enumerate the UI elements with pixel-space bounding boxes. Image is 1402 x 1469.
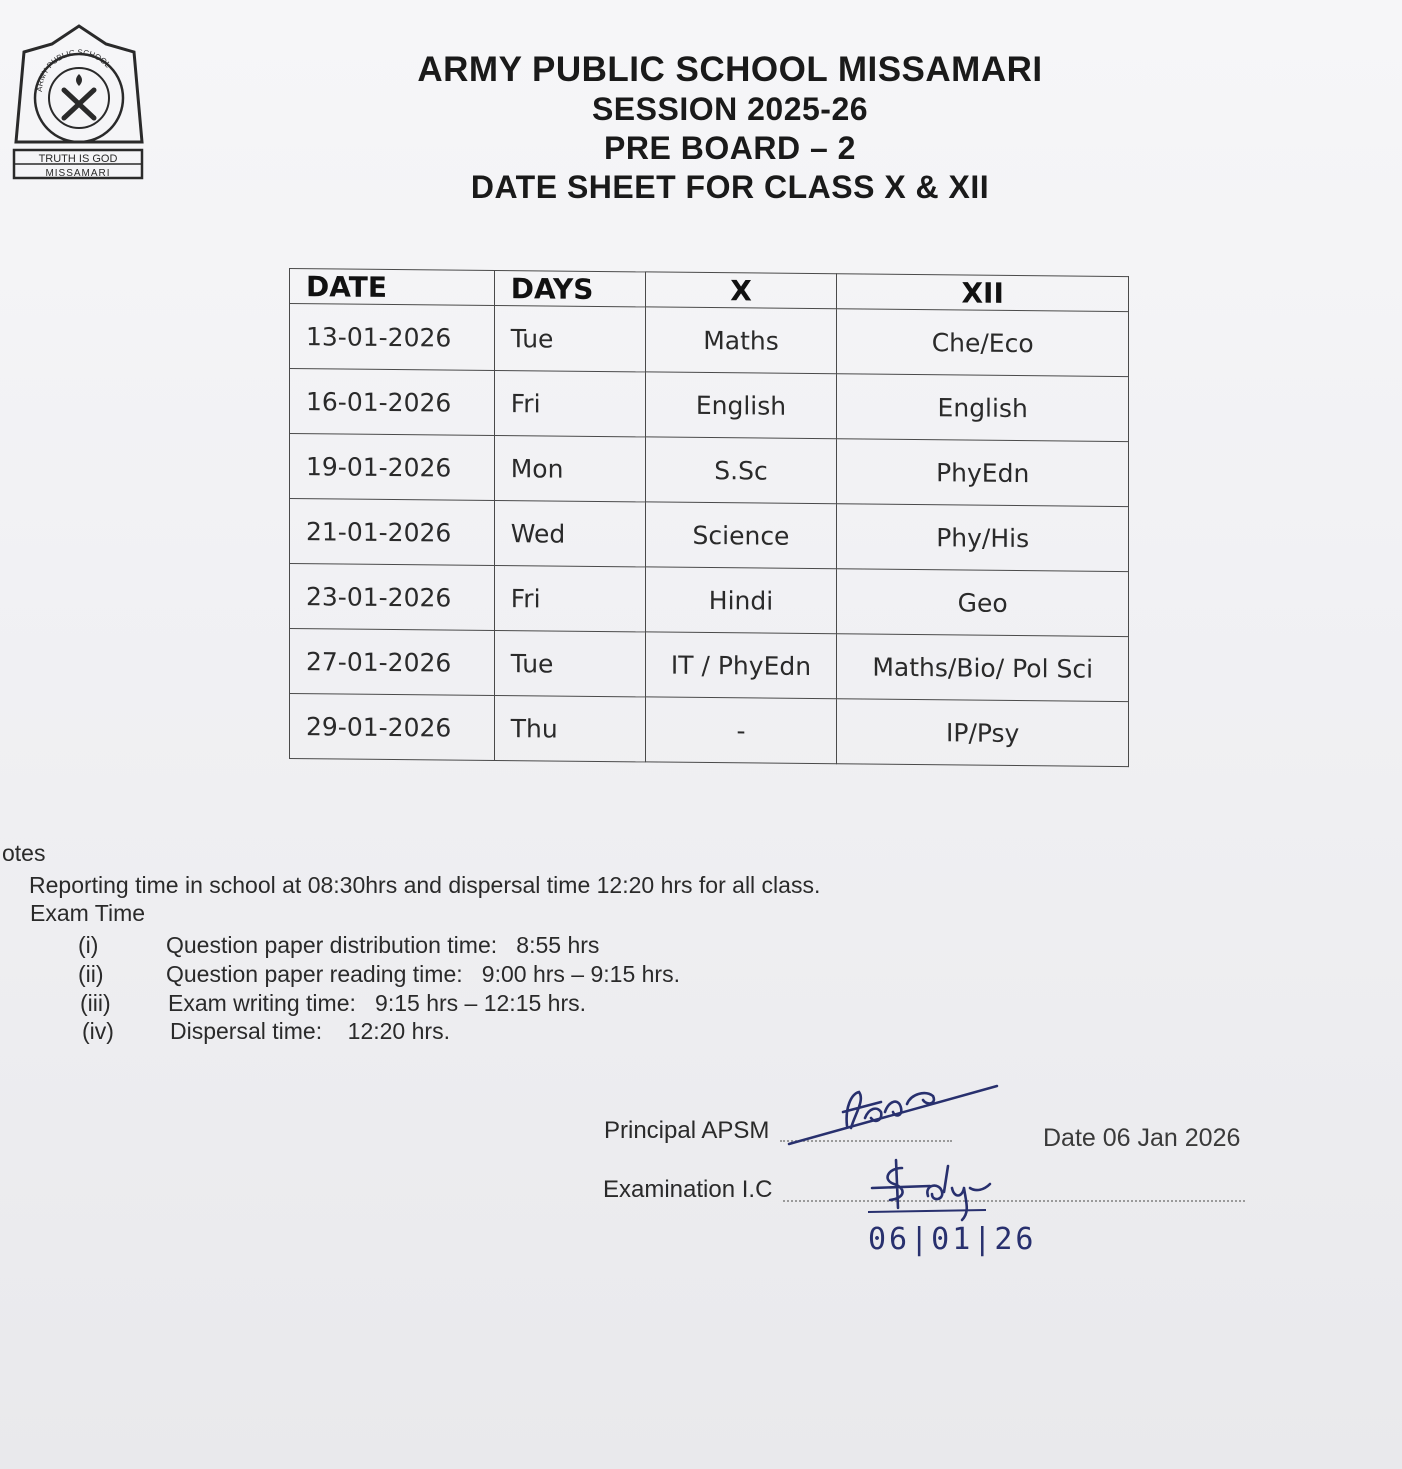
cell-day: Fri bbox=[494, 370, 645, 436]
item-number: (ii) bbox=[78, 961, 104, 987]
table-row bbox=[290, 499, 1129, 572]
cell-date: 27-01-2026 bbox=[290, 629, 495, 696]
cell-date: 13-01-2026 bbox=[290, 304, 495, 371]
item-label: Exam writing time: bbox=[168, 990, 356, 1016]
logo-place: MISSAMARI bbox=[45, 168, 111, 179]
reporting-note: Reporting time in school at 08:30hrs and dispersal time 12:20 hrs for all class. bbox=[29, 872, 821, 898]
exam-time-item bbox=[82, 1018, 450, 1045]
exam-time-item bbox=[80, 990, 586, 1017]
cell-class-xii: PhyEdn bbox=[837, 439, 1129, 507]
school-logo bbox=[12, 22, 146, 180]
cell-class-x: Maths bbox=[645, 307, 837, 374]
item-value: 8:55 hrs bbox=[516, 932, 600, 958]
cell-class-xii: Phy/His bbox=[837, 504, 1129, 572]
handwritten-date: 06|01|26 bbox=[868, 1222, 1037, 1257]
cell-class-x: S.Sc bbox=[645, 437, 837, 504]
notes-title: otes bbox=[2, 840, 46, 866]
item-value: 9:15 hrs – 12:15 hrs. bbox=[375, 990, 587, 1016]
cell-day: Fri bbox=[494, 565, 645, 631]
cell-class-x: Hindi bbox=[645, 567, 837, 634]
table-row bbox=[290, 564, 1129, 637]
item-value: 12:20 hrs. bbox=[347, 1018, 450, 1044]
document-header bbox=[330, 50, 1130, 207]
svg-text:ARMY PUBLIC SCHOOL bbox=[35, 48, 113, 92]
table-row bbox=[290, 304, 1129, 377]
logo-motto: TRUTH IS GOD bbox=[38, 153, 118, 165]
exam-time-item bbox=[78, 932, 599, 959]
item-number: (i) bbox=[78, 932, 99, 958]
cell-day: Tue bbox=[494, 305, 645, 371]
cell-date: 19-01-2026 bbox=[290, 434, 495, 501]
cell-class-x: English bbox=[645, 372, 837, 439]
col-header-days: DAYS bbox=[494, 270, 645, 306]
cell-day: Wed bbox=[494, 500, 645, 566]
cell-date: 16-01-2026 bbox=[290, 369, 495, 436]
exam-ic-signature bbox=[866, 1158, 1026, 1228]
item-number: (iii) bbox=[80, 990, 111, 1016]
principal-label: Principal APSM bbox=[604, 1117, 770, 1144]
cell-class-x: IT / PhyEdn bbox=[645, 632, 837, 699]
cell-date: 29-01-2026 bbox=[290, 694, 495, 761]
cell-class-xii: English bbox=[837, 374, 1129, 442]
item-number: (iv) bbox=[82, 1018, 114, 1044]
issue-date: Date 06 Jan 2026 bbox=[1043, 1124, 1241, 1152]
table-row bbox=[290, 694, 1129, 767]
exam-time-heading: Exam Time bbox=[30, 900, 146, 926]
school-name: ARMY PUBLIC SCHOOL MISSAMARI bbox=[417, 50, 1043, 89]
date-sheet-table bbox=[289, 268, 1129, 767]
cell-class-x: - bbox=[645, 697, 837, 764]
cell-day: Mon bbox=[494, 435, 645, 501]
item-label: Question paper reading time: bbox=[166, 961, 463, 987]
cell-class-xii: Che/Eco bbox=[837, 309, 1129, 377]
exam-ic-label: Examination I.C bbox=[603, 1176, 773, 1203]
cell-class-xii: IP/Psy bbox=[837, 699, 1129, 767]
cell-day: Tue bbox=[494, 630, 645, 696]
table-row bbox=[290, 369, 1129, 442]
exam-time-item bbox=[78, 961, 680, 988]
item-value: 9:00 hrs – 9:15 hrs. bbox=[481, 961, 680, 987]
session-line: SESSION 2025-26 bbox=[591, 91, 869, 127]
cell-class-x: Science bbox=[645, 502, 837, 569]
exam-name: PRE BOARD – 2 bbox=[604, 130, 856, 166]
table-row bbox=[290, 434, 1129, 507]
item-label: Question paper distribution time: bbox=[166, 932, 498, 958]
cell-day: Thu bbox=[494, 695, 645, 761]
date-sheet-title: DATE SHEET FOR CLASS X & XII bbox=[470, 169, 990, 205]
cell-class-xii: Maths/Bio/ Pol Sci bbox=[837, 634, 1129, 702]
cell-date: 23-01-2026 bbox=[290, 564, 495, 631]
col-header-xii: XII bbox=[837, 274, 1129, 312]
cell-class-xii: Geo bbox=[837, 569, 1129, 637]
table-row bbox=[290, 629, 1129, 702]
logo-ring-text: ARMY PUBLIC SCHOOL bbox=[34, 47, 113, 93]
item-label: Dispersal time: bbox=[170, 1018, 323, 1044]
cell-date: 21-01-2026 bbox=[290, 499, 495, 566]
col-header-x: X bbox=[645, 272, 837, 309]
principal-signature bbox=[785, 1078, 1005, 1148]
col-header-date: DATE bbox=[290, 269, 495, 306]
